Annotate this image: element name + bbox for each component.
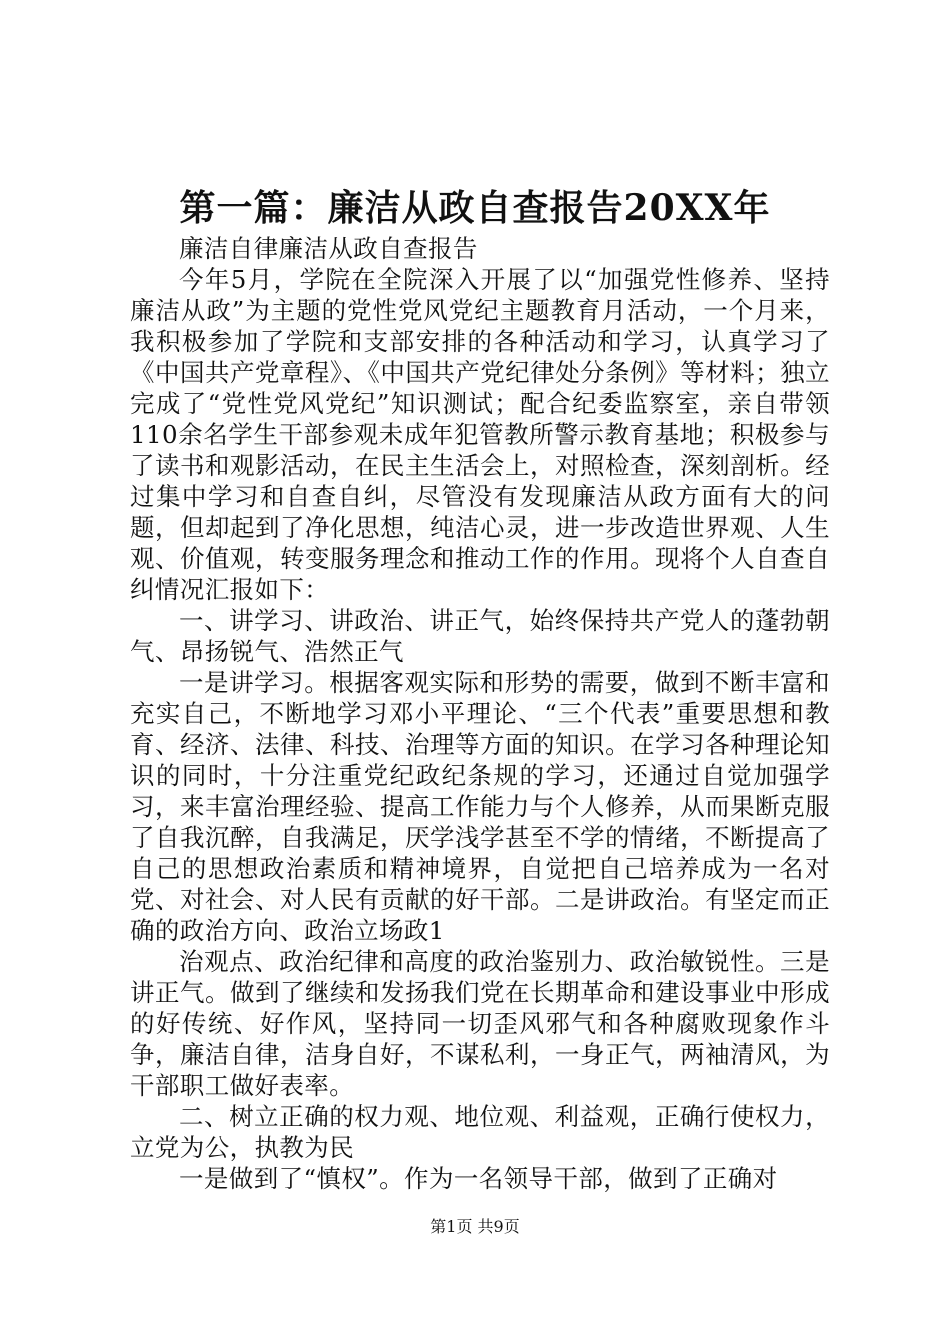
study-politics-paragraph: 一是讲学习。根据客观实际和形势的需要，做到不断丰富和充实自己，不断地学习邓小平理论、“三个代表”重要思想和教育、经济、法律、科技、治理等方面的知识。在学习各种理论知识的同时，十分注重党纪政纪条规的学习，还通过自觉加强学习，来丰富治理经验、提高工作能力与个人修养，从而果断克服了自我沉醉，自我满足，厌学浅学甚至不学的情绪，不断提高了自己的思想政治素质和精神境界，自觉把自己培养成为一名对党、对社会、对人民有贡献的好干部。二是讲政治。有坚定而正确的政治方向、政治立场政1 (130, 668, 830, 945)
page-title: 第一篇：廉洁从政自查报告20XX年 (179, 187, 771, 229)
power-paragraph: 一是做到了“慎权”。作为一名领导干部，做到了正确对 (179, 1164, 778, 1193)
intro-paragraph: 今年5月，学院在全院深入开展了以“加强党性修养、坚持廉洁从政”为主题的党性党风党纪主题教育月活动，一个月来，我积极参加了学院和支部安排的各种活动和学习，认真学习了《中国共产党章程》、《中国共产党纪律处分条例》等材料；独立完成了“党性党风党纪”知识测试；配合纪委监察室，亲自带领110余名学生干部参观未成年犯管教所警示教育基地；积极参与了读书和观影活动，在民主生活会上，对照检查，深刻剖析。经过集中学习和自查自纠，尽管没有发现廉洁从政方面有大的问题，但却起到了净化思想，纯洁心灵，进一步改造世界观、人生观、价值观，转变服务理念和推动工作的作用。现将个人自查自纠情况汇报如下： (130, 265, 830, 604)
document-body (130, 233, 830, 1194)
page-footer: 第1页 共9页 (430, 1217, 520, 1236)
subtitle-paragraph: 廉洁自律廉洁从政自查报告 (179, 234, 478, 263)
section-heading-1: 一、讲学习、讲政治、讲正气，始终保持共产党人的蓬勃朝气、昂扬锐气、浩然正气 (130, 606, 830, 666)
section-heading-2: 二、树立正确的权力观、地位观、利益观，正确行使权力，立党为公，执教为民 (130, 1102, 830, 1162)
integrity-paragraph: 治观点、政治纪律和高度的政治鉴别力、政治敏锐性。三是讲正气。做到了继续和发扬我们党在长期革命和建设事业中形成的好传统、好作风，坚持同一切歪风邪气和各种腐败现象作斗争，廉洁自律，洁身自好，不谋私利，一身正气，两袖清风，为干部职工做好表率。 (130, 947, 830, 1100)
